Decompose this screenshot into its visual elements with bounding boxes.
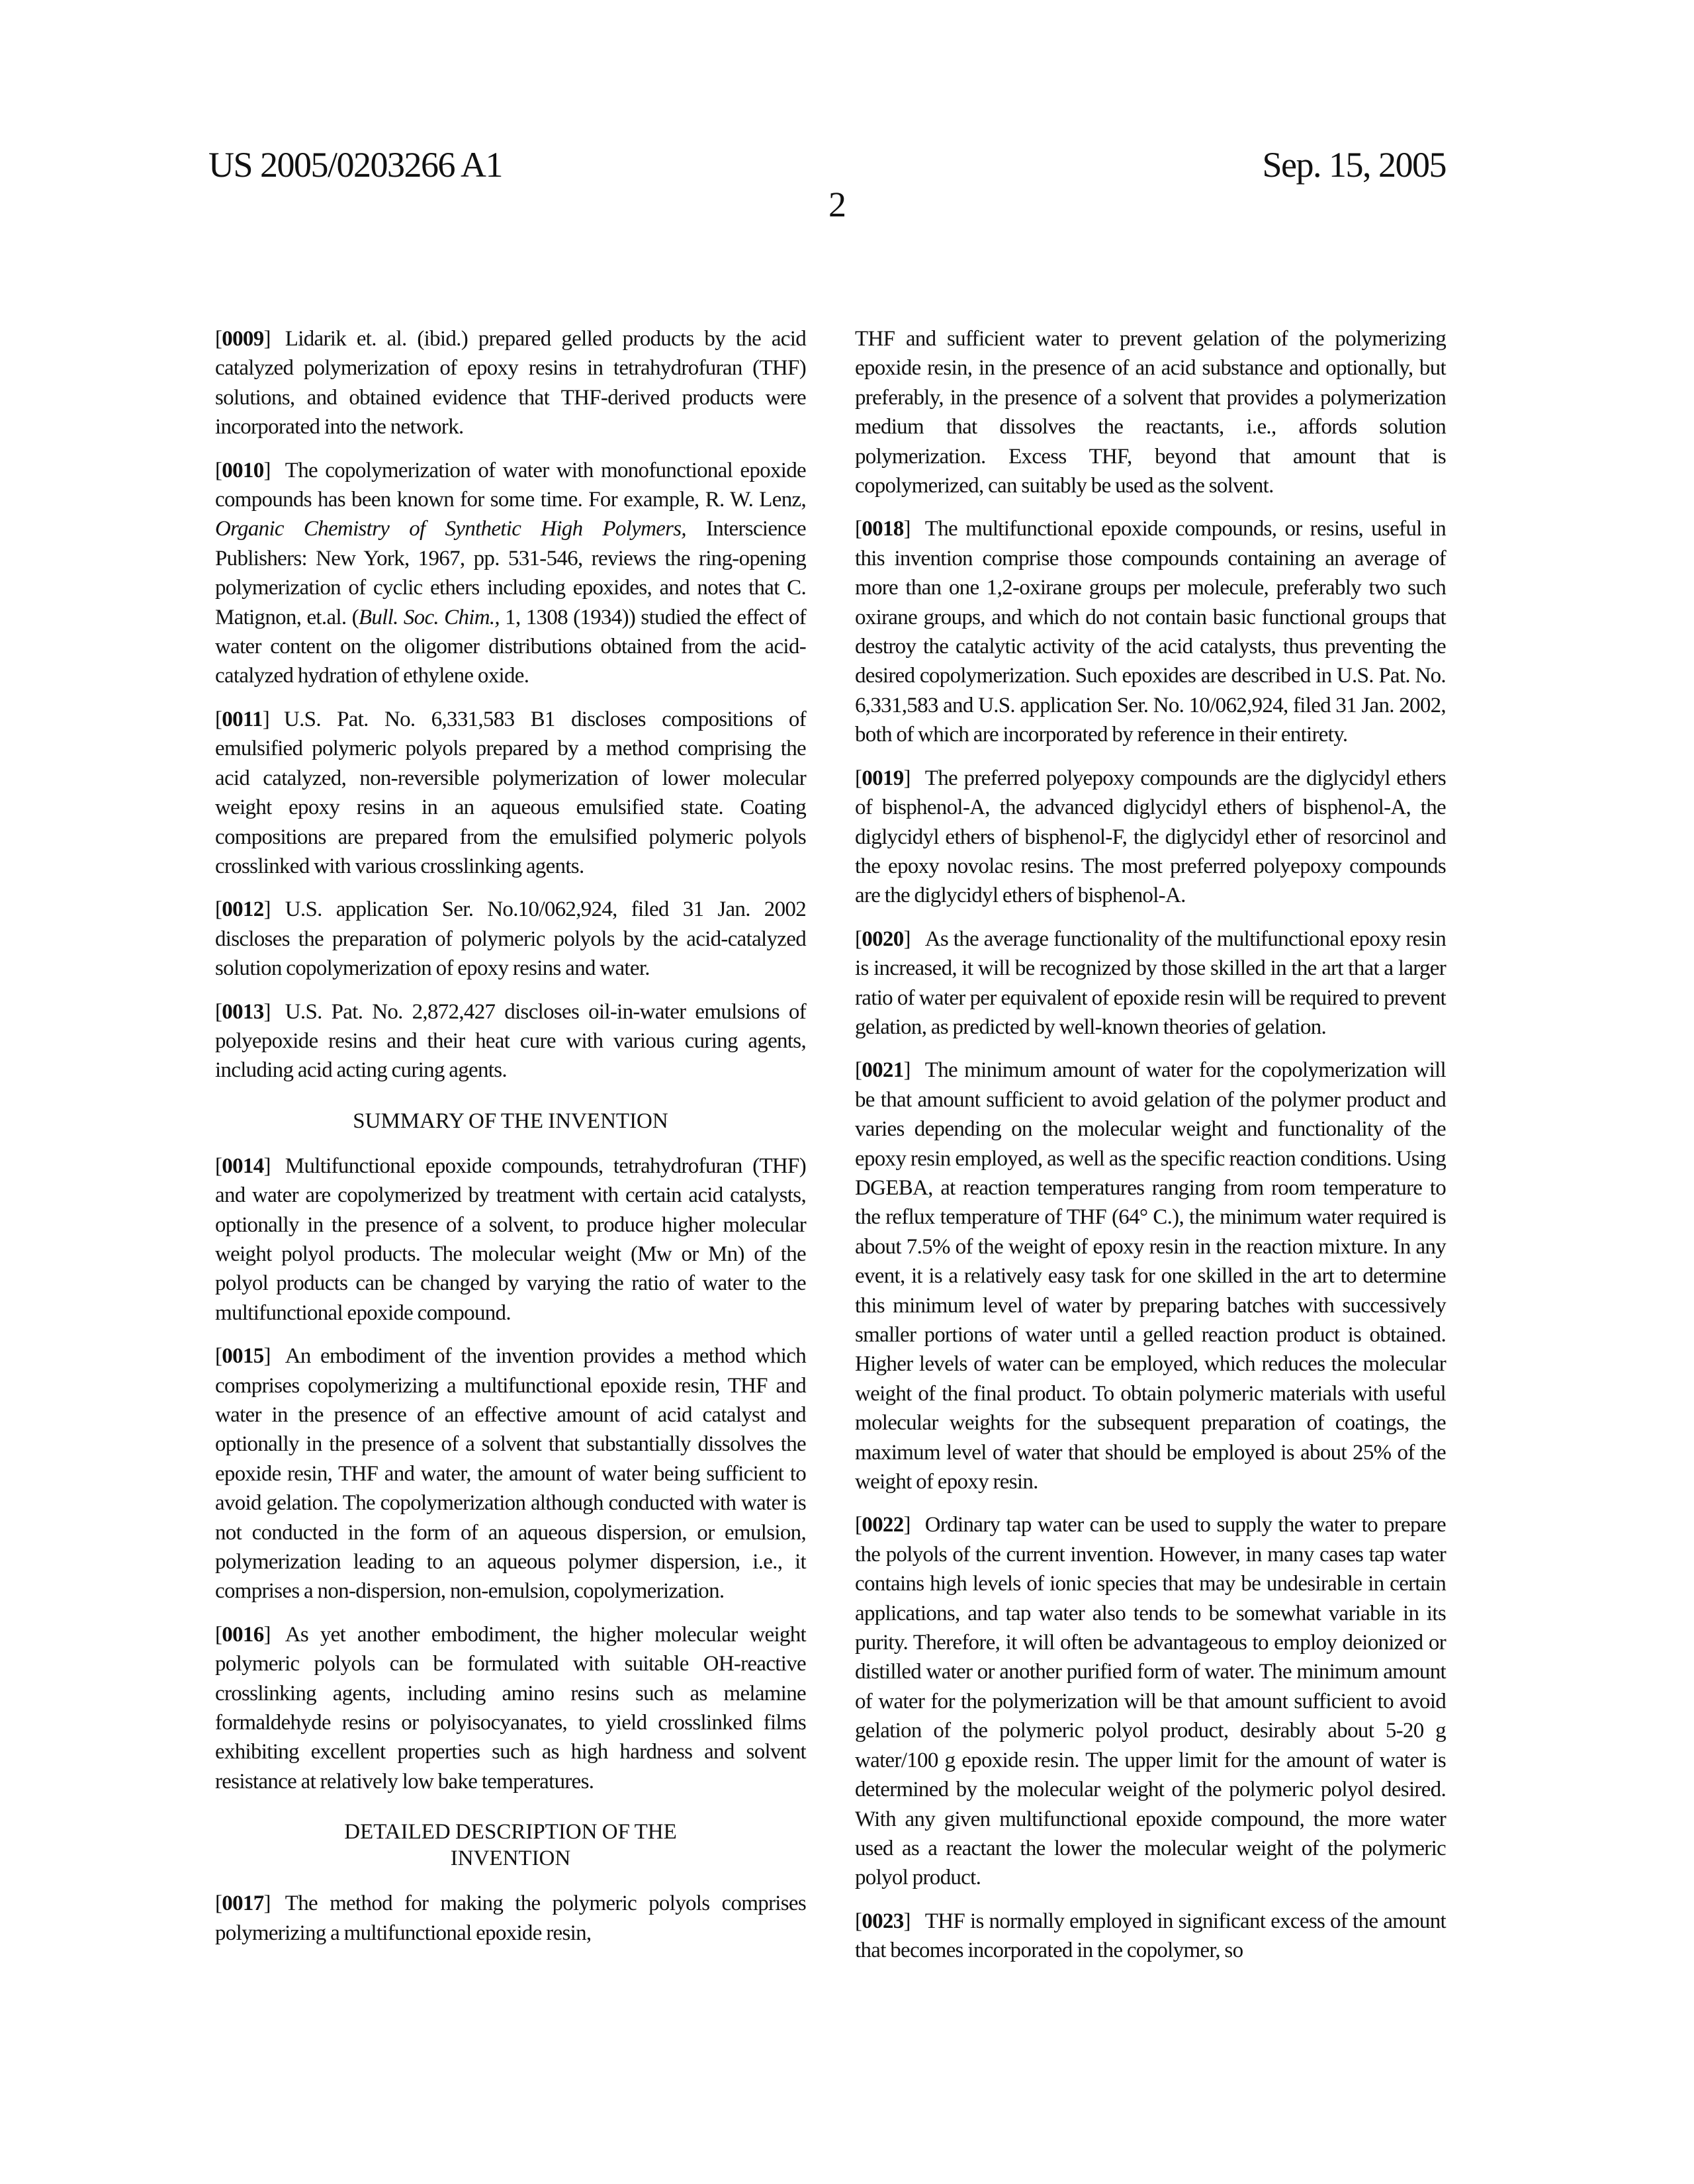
- paragraph-0023: [855, 1907, 1446, 1966]
- paragraph-0021: [855, 1056, 1446, 1496]
- paragraph-0010: [215, 456, 806, 691]
- paragraph-text: Ordinary tap water can be used to supply the water to prepare the polyols of the current invention. However, in many cases tap water contains high levels of ionic species that may be undesirable in certain applications, and tap water also tends to be somewhat variable in its purity. Therefore, it will often be advantageous to employ deionized or distilled water or another purified form of water. The minimum amount of water for the polymerization will be that amount sufficient to avoid gelation of the polymeric polyol product, desirably about 5-20 g water/100 g epoxide resin. The upper limit for the amount of water is determined by the molecular weight of the polymeric polyol desired. With any given multifunctional epoxide compound, the more water used as a reactant the lower the molecular weight of the polymeric polyol product.: [855, 1513, 1446, 1889]
- paragraph-number: [ 0020 ]: [855, 927, 911, 951]
- paragraph-text: Interscience Publishers: New York, 1967, pp. 531-546, reviews the ring-opening polymerization of cyclic ethers including epoxides, and notes that C. Matignon, et.al. (: [215, 517, 806, 629]
- paragraph-0014: [215, 1152, 806, 1328]
- paragraph-number: [ 0014 ]: [215, 1154, 271, 1178]
- paragraph-number: [ 0022 ]: [855, 1513, 911, 1537]
- paragraph-text: The preferred polyepoxy compounds are the diglycidyl ethers of bisphenol-A, the advanced diglycidyl ethers of bisphenol-A, the diglycidyl ethers of bisphenol-F, the diglycidyl ether of resorcinol and the epoxy novolac resins. The most preferred polyepoxy compounds are the diglycidyl ethers of bisphenol-A.: [855, 766, 1446, 908]
- paragraph-0016: [215, 1620, 806, 1796]
- paragraph-text: U.S. application Ser. No.10/062,924, filed 31 Jan. 2002 discloses the preparation of polymeric polyols by the acid-catalyzed solution copolymerization of epoxy resins and water.: [215, 897, 806, 980]
- paragraph-number: [ 0011 ]: [215, 707, 269, 731]
- right-column: [855, 324, 1446, 1979]
- paragraph-number: [ 0009 ]: [215, 327, 271, 351]
- paragraph-0019: [855, 764, 1446, 911]
- paragraph-text: The method for making the polymeric polyols comprises polymerizing a multifunctional epoxide resin,: [215, 1891, 806, 1944]
- paragraph-number: [ 0018 ]: [855, 517, 911, 541]
- paragraph-text: An embodiment of the invention provides a method which comprises copolymerizing a multifunctional epoxide resin, THF and water in the presence of an effective amount of acid catalyst and optionally in the presence of a solvent that substantially dissolves the epoxide resin, THF and water, the amount of water being sufficient to avoid gelation. The copolymerization although conducted with water is not conducted in the form of an aqueous dispersion, or emulsion, polymerization leading to an aqueous polymer dispersion, i.e., it comprises a non-dispersion, non-emulsion, copolymerization.: [215, 1344, 806, 1603]
- paragraph-text: THF is normally employed in significant excess of the amount that becomes incorporated in the copolymer, so: [855, 1909, 1446, 1962]
- page-number: 2: [828, 184, 846, 225]
- paragraph-text: As the average functionality of the multifunctional epoxy resin is increased, it will be recognized by those skilled in the art that a larger ratio of water per equivalent of epoxide resin will be required to prevent gelation, as predicted by well-known theories of gelation.: [855, 927, 1446, 1039]
- paragraph-0013: [215, 997, 806, 1085]
- journal-title: Bull. Soc. Chim.,: [359, 606, 500, 629]
- paragraph-text: 1, 1308 (1934)) studied the effect of water content on the oligomer distributions obtained from the acid-catalyzed hydration of ethylene oxide.: [215, 606, 806, 688]
- paragraph-number: [ 0013 ]: [215, 1000, 271, 1024]
- citation-title: Organic Chemistry of Synthetic High Polymers,: [215, 517, 686, 541]
- paragraph-0011: [215, 705, 806, 881]
- paragraph-0018: [855, 514, 1446, 749]
- publication-number: US 2005/0203266 A1: [208, 144, 502, 185]
- paragraph-text: Multifunctional epoxide compounds, tetrahydrofuran (THF) and water are copolymerized by treatment with certain acid catalysts, optionally in the presence of a solvent, to produce higher molecular weight polyol products. The molecular weight (Mw or Mn) of the polyol products can be changed by varying the ratio of water to the multifunctional epoxide compound.: [215, 1154, 806, 1325]
- paragraph-number: [ 0015 ]: [215, 1344, 271, 1368]
- paragraph-0017: [215, 1889, 806, 1948]
- paragraph-number: [ 0016 ]: [215, 1623, 271, 1647]
- paragraph-text: As yet another embodiment, the higher molecular weight polymeric polyols can be formulated with suitable OH-reactive crosslinking agents, including amino resins such as melamine formaldehyde resins or polyisocyanates, to yield crosslinked films exhibiting excellent properties such as high hardness and solvent resistance at relatively low bake temperatures.: [215, 1623, 806, 1794]
- paragraph-text: Lidarik et. al. (ibid.) prepared gelled products by the acid catalyzed polymerization of epoxy resins in tetrahydrofuran (THF) solutions, and obtained evidence that THF-derived products were incorporated into the network.: [215, 327, 806, 439]
- paragraph-number: [ 0019 ]: [855, 766, 911, 790]
- paragraph-0017-continued: THF and sufficient water to prevent gelation of the polymerizing epoxide resin, in the presence of an acid substance and optionally, but preferably, in the presence of a solvent that provides a polymerization medium that dissolves the reactants, i.e., affords solution polymerization. Excess THF, beyond that amount that is copolymerized, can suitably be used as the solvent.: [855, 324, 1446, 500]
- left-column: [215, 324, 806, 1962]
- paragraph-number: [ 0021 ]: [855, 1058, 911, 1082]
- paragraph-0015: [215, 1342, 806, 1606]
- paragraph-text: U.S. Pat. No. 6,331,583 B1 discloses compositions of emulsified polymeric polyols prepared by a method comprising the acid catalyzed, non-reversible polymerization of lower molecular weight epoxy resins in an aqueous emulsified state. Coating compositions are prepared from the emulsified polymeric polyols crosslinked with various crosslinking agents.: [215, 707, 806, 878]
- paragraph-number: [ 0017 ]: [215, 1891, 271, 1915]
- paragraph-0009: [215, 324, 806, 442]
- paragraph-text: The minimum amount of water for the copolymerization will be that amount sufficient to avoid gelation of the polymer product and varies depending on the molecular weight and functionality of the epoxy resin employed, as well as the specific reaction conditions. Using DGEBA, at reaction temperatures ranging from room temperature to the reflux temperature of THF (64° C.), the minimum water required is about 7.5% of the weight of epoxy resin in the reaction mixture. In any event, it is a relatively easy task for one skilled in the art to determine this minimum level of water by preparing batches with successively smaller portions of water until a gelled reaction product is obtained. Higher levels of water can be employed, which reduces the molecular weight of the final product. To obtain polymeric materials with useful molecular weights for the subsequent preparation of coatings, the maximum level of water that should be employed is about 25% of the weight of epoxy resin.: [855, 1058, 1446, 1494]
- paragraph-text: The multifunctional epoxide compounds, or resins, useful in this invention comprise those compounds containing an average of more than one 1,2-oxirane groups per molecule, preferably two such oxirane groups, and which do not contain basic functional groups that destroy the catalytic activity of the acid catalysts, thus preventing the desired copolymerization. Such epoxides are described in U.S. Pat. No. 6,331,583 and U.S. application Ser. No. 10/062,924, filed 31 Jan. 2002, both of which are incorporated by reference in their entirety.: [855, 517, 1446, 747]
- paragraph-0020: [855, 925, 1446, 1042]
- paragraph-text: The copolymerization of water with monofunctional epoxide compounds has been known for some time. For example, R. W. Lenz,: [215, 459, 806, 512]
- section-heading-summary: SUMMARY OF THE INVENTION: [294, 1108, 727, 1134]
- paragraph-number: [ 0010 ]: [215, 459, 271, 482]
- paragraph-number: [ 0012 ]: [215, 897, 271, 921]
- paragraph-0022: [855, 1510, 1446, 1892]
- paragraph-0012: [215, 895, 806, 983]
- section-heading-detailed-description: DETAILED DESCRIPTION OF THE INVENTION: [294, 1819, 727, 1872]
- publication-date: Sep. 15, 2005: [1263, 144, 1447, 185]
- paragraph-number: [ 0023 ]: [855, 1909, 911, 1933]
- paragraph-text: U.S. Pat. No. 2,872,427 discloses oil-in-water emulsions of polyepoxide resins and their heat cure with various curing agents, including acid acting curing agents.: [215, 1000, 806, 1083]
